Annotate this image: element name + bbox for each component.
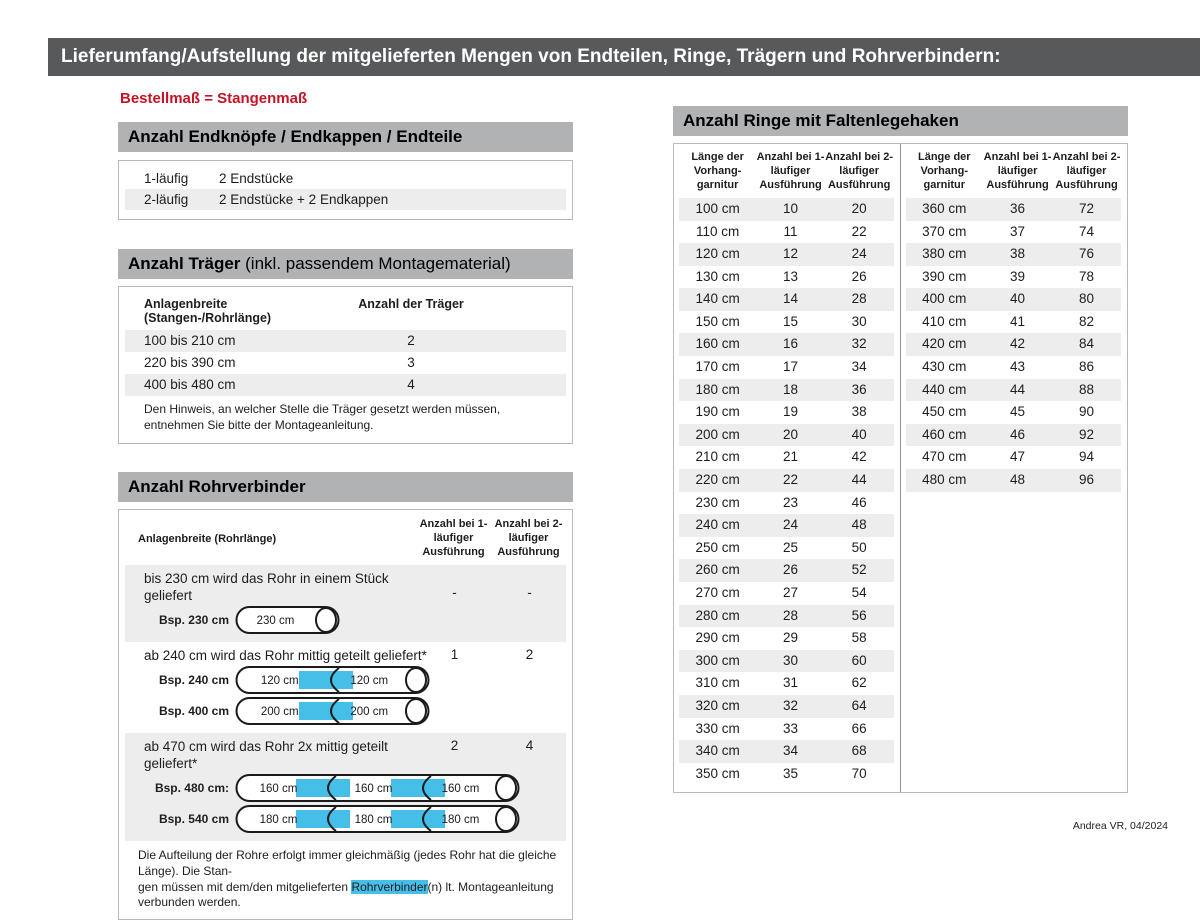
ring-table-row (679, 718, 894, 741)
ring-cell-1-laeufig: 28 (783, 607, 799, 623)
ring-table-row (679, 311, 894, 334)
ring-table-row (906, 311, 1122, 334)
ring-table-row (679, 537, 894, 560)
page-title: Lieferumfang/Aufstellung der mitgelieferten Mengen von Endteilen, Ringe, Trägern und Rohrverbindern: (61, 46, 1001, 67)
ring-table-row (679, 379, 894, 402)
column-header-2-laeufig: Anzahl bei 2-läufiger Ausführung (494, 518, 563, 558)
ring-cell-2-laeufig: 78 (1078, 268, 1095, 284)
rohrverbinder-footnote (125, 841, 566, 912)
endteile-row-value: 2 Endstücke + 2 Endkappen (219, 192, 389, 207)
ring-table-row (679, 243, 894, 266)
ring-cell-1-laeufig: 44 (1010, 381, 1026, 397)
rod-diagram (235, 665, 430, 695)
ring-cell-length: 290 cm (695, 630, 740, 646)
ring-cell-1-laeufig: 19 (783, 404, 799, 420)
ring-cell-length: 310 cm (695, 675, 740, 691)
ring-table-row (679, 492, 894, 515)
endteile-row-label: 1-läufig (144, 171, 189, 186)
ring-cell-length: 240 cm (695, 517, 740, 533)
ring-table-row (906, 198, 1122, 221)
ring-cell-2-laeufig: 50 (851, 539, 867, 555)
ring-cell-length: 320 cm (695, 697, 740, 713)
ringe-table-box (673, 143, 1128, 793)
left-column (118, 88, 573, 920)
ring-cell-2-laeufig: 90 (1078, 404, 1095, 420)
traeger-count: 2 (407, 333, 415, 348)
ring-cell-1-laeufig: 37 (1010, 223, 1026, 239)
ring-cell-length: 280 cm (695, 607, 740, 623)
ring-cell-2-laeufig: 96 (1078, 472, 1095, 488)
ring-cell-2-laeufig: 86 (1078, 359, 1095, 375)
ring-cell-length: 110 cm (695, 223, 740, 239)
column-header-2-laeufig: Anzahl bei 2-läufiger Ausführung (825, 151, 894, 191)
column-header-laenge: Länge der Vorhang-garnitur (691, 151, 744, 191)
section-header-endteile-label: Anzahl Endknöpfe / Endkappen / Endteile (128, 127, 463, 146)
rod-example-label: Bsp. 480 cm: (154, 781, 229, 796)
ringe-table-head (906, 151, 1122, 193)
ring-cell-2-laeufig: 46 (851, 494, 867, 510)
ring-cell-2-laeufig: 52 (851, 562, 867, 578)
ring-cell-length: 120 cm (695, 246, 740, 262)
ring-cell-2-laeufig: 48 (851, 517, 867, 533)
ring-cell-length: 130 cm (695, 268, 740, 284)
ringe-table-left (674, 144, 901, 792)
rod-segment-label: 230 cm (256, 615, 295, 628)
rohrverbinder-row-text: ab 470 cm wird das Rohr 2x mittig geteilt geliefert* (144, 739, 388, 772)
traeger-range: 100 bis 210 cm (144, 333, 236, 348)
ring-table-row (906, 379, 1122, 402)
ring-cell-2-laeufig: 62 (851, 675, 867, 691)
ring-cell-length: 470 cm (922, 449, 967, 465)
rod-segment-label: 200 cm (350, 706, 389, 719)
rod-diagram (235, 605, 340, 635)
ring-cell-2-laeufig: 38 (851, 404, 867, 420)
ring-cell-2-laeufig: 82 (1078, 313, 1095, 329)
ringe-rows-left (679, 198, 894, 785)
section-header-rohrverbinder-label: Anzahl Rohrverbinder (128, 477, 306, 497)
rod-segment-label: 180 cm (354, 814, 393, 827)
ring-cell-1-laeufig: 34 (783, 743, 799, 759)
ring-cell-2-laeufig: 32 (851, 336, 867, 352)
rod-line (125, 696, 566, 726)
ring-cell-1-laeufig: 26 (783, 562, 799, 578)
ring-cell-2-laeufig: 42 (851, 449, 867, 465)
rod-connector (391, 810, 445, 828)
ring-cell-2-laeufig: 84 (1078, 336, 1095, 352)
ring-cell-length: 480 cm (922, 472, 967, 488)
ring-table-row (679, 559, 894, 582)
rod-segment-label: 180 cm (259, 814, 298, 827)
section-header-rohrverbinder (118, 472, 573, 502)
ringe-table-right (901, 144, 1128, 792)
ring-cell-2-laeufig: 34 (851, 359, 867, 375)
column-header-anzahl-traeger: Anzahl der Träger (358, 297, 464, 311)
ring-cell-2-laeufig: 30 (851, 313, 867, 329)
section-header-ringe-label: Anzahl Ringe mit Faltenlegehaken (683, 111, 959, 130)
ring-table-row (906, 288, 1122, 311)
ring-table-row (906, 469, 1122, 492)
ring-table-row (679, 198, 894, 221)
ring-table-row (906, 333, 1122, 356)
traeger-table (118, 286, 573, 444)
value-1-laeufig: - (452, 585, 457, 601)
ring-cell-length: 140 cm (695, 291, 740, 307)
footnote-line2-pre: gen müssen mit dem/den mitgelieferten (138, 879, 352, 894)
table-row (125, 168, 566, 189)
section-header-endteile (118, 122, 573, 152)
rod-segment-label: 160 cm (354, 783, 393, 796)
rod-line (125, 665, 566, 695)
ring-table-row (906, 446, 1122, 469)
ring-cell-2-laeufig: 94 (1078, 449, 1095, 465)
ring-cell-2-laeufig: 24 (851, 246, 867, 262)
ring-cell-2-laeufig: 70 (851, 765, 867, 781)
ring-cell-length: 430 cm (922, 359, 967, 375)
section-header-traeger-rest: (inkl. passendem Montagematerial) (240, 254, 511, 273)
ring-cell-1-laeufig: 43 (1010, 359, 1026, 375)
ring-cell-2-laeufig: 74 (1078, 223, 1095, 239)
table-row (125, 189, 566, 210)
ring-cell-length: 100 cm (695, 200, 740, 216)
rohrverbinder-table (118, 509, 573, 920)
endteile-row-value: 2 Endstücke (219, 171, 294, 186)
ring-cell-1-laeufig: 48 (1010, 472, 1026, 488)
ring-cell-1-laeufig: 42 (1010, 336, 1026, 352)
ring-table-row (679, 469, 894, 492)
ring-cell-2-laeufig: 58 (851, 630, 867, 646)
page-title-bar (48, 38, 1200, 76)
section-header-ringe (673, 106, 1128, 136)
ring-cell-1-laeufig: 40 (1010, 291, 1026, 307)
ring-cell-length: 340 cm (695, 743, 740, 759)
ring-table-row (679, 288, 894, 311)
value-2-laeufig: 4 (525, 738, 534, 754)
ring-cell-2-laeufig: 60 (851, 652, 867, 668)
section-header-traeger (118, 249, 573, 279)
ring-cell-length: 370 cm (922, 223, 967, 239)
column-header-anlagenbreite: Anlagenbreite (Stangen-/Rohrlänge) (144, 297, 272, 325)
ring-cell-2-laeufig: 72 (1078, 200, 1095, 216)
rod-line (125, 773, 566, 803)
ring-table-row (679, 582, 894, 605)
ring-cell-2-laeufig: 92 (1078, 426, 1095, 442)
ring-cell-length: 180 cm (695, 381, 740, 397)
ring-cell-length: 270 cm (695, 585, 740, 600)
ring-cell-2-laeufig: 26 (851, 268, 867, 284)
ring-cell-length: 440 cm (922, 381, 967, 397)
ring-cell-length: 250 cm (695, 539, 740, 555)
ring-cell-length: 380 cm (922, 246, 967, 262)
value-1-laeufig: 2 (450, 738, 459, 754)
ring-cell-1-laeufig: 11 (783, 223, 798, 239)
ring-cell-1-laeufig: 47 (1010, 449, 1026, 465)
ring-cell-2-laeufig: 40 (851, 426, 867, 442)
ring-cell-1-laeufig: 21 (783, 449, 799, 465)
ring-table-row (679, 740, 894, 763)
rohrverbinder-row-text: ab 240 cm wird das Rohr mittig geteilt geliefert* (144, 648, 427, 664)
ring-table-row (679, 446, 894, 469)
ring-cell-length: 400 cm (922, 291, 967, 307)
rohrverbinder-row (125, 642, 566, 733)
ring-cell-1-laeufig: 33 (783, 720, 799, 736)
ring-cell-1-laeufig: 41 (1010, 313, 1026, 329)
document-footer: Andrea VR, 04/2024 (1072, 820, 1168, 832)
rod-connector (296, 810, 350, 828)
traeger-count: 3 (407, 355, 415, 370)
footnote-line1: Die Aufteilung der Rohre erfolgt immer gleichmäßig (jedes Rohr hat die gleiche Länge). Die Stan- (138, 848, 557, 879)
ring-cell-length: 220 cm (695, 472, 740, 488)
ring-table-row (679, 401, 894, 424)
rohrverbinder-table-head (125, 514, 566, 565)
column-header-1-laeufig: Anzahl bei 1-läufiger Ausführung (756, 151, 825, 191)
ring-cell-1-laeufig: 38 (1010, 246, 1026, 262)
column-header-2-laeufig: Anzahl bei 2-läufiger Ausführung (1052, 151, 1121, 191)
ring-cell-2-laeufig: 76 (1078, 246, 1095, 262)
ringe-rows-right (906, 198, 1122, 492)
ring-cell-1-laeufig: 10 (783, 200, 799, 216)
footnote-highlight: Rohrverbinder (351, 879, 428, 894)
rod-segment-label: 180 cm (441, 814, 480, 827)
endteile-row-label: 2-läufig (144, 192, 189, 207)
ring-table-row (679, 514, 894, 537)
ring-cell-2-laeufig: 20 (851, 200, 867, 216)
ring-cell-length: 190 cm (695, 404, 740, 420)
ring-cell-1-laeufig: 35 (783, 765, 799, 781)
ring-table-row (679, 333, 894, 356)
value-2-laeufig: 2 (525, 647, 534, 663)
ring-cell-length: 260 cm (695, 562, 740, 578)
rod-diagrams (125, 773, 566, 834)
ring-cell-length: 300 cm (695, 652, 740, 668)
ring-cell-length: 360 cm (922, 200, 967, 216)
ring-cell-length: 160 cm (695, 336, 740, 352)
ring-cell-1-laeufig: 36 (1010, 200, 1026, 216)
ring-table-row (906, 221, 1122, 244)
ring-table-row (679, 266, 894, 289)
section-header-traeger-bold: Anzahl Träger (128, 254, 241, 273)
ring-cell-1-laeufig: 16 (783, 336, 799, 352)
traeger-range: 220 bis 390 cm (144, 355, 236, 370)
ring-cell-1-laeufig: 32 (783, 697, 799, 713)
subtitle-bestellmass: Bestellmaß = Stangenmaß (120, 90, 308, 107)
ring-cell-1-laeufig: 18 (783, 381, 799, 397)
right-column (673, 106, 1128, 793)
ring-cell-2-laeufig: 36 (851, 381, 867, 397)
rod-segment-label: 160 cm (441, 783, 480, 796)
rod-line (125, 804, 566, 834)
rod-connector (299, 671, 353, 689)
rod-segment-label: 160 cm (259, 783, 298, 796)
rod-diagram (235, 696, 430, 726)
ring-cell-1-laeufig: 45 (1010, 404, 1026, 420)
table-row (125, 352, 566, 374)
column-header-1-laeufig: Anzahl bei 1-läufiger Ausführung (983, 151, 1052, 191)
ring-cell-1-laeufig: 13 (783, 268, 799, 284)
ring-cell-2-laeufig: 80 (1078, 291, 1095, 307)
ring-cell-2-laeufig: 66 (851, 720, 867, 736)
ring-cell-1-laeufig: 46 (1010, 426, 1026, 442)
ring-cell-length: 410 cm (922, 313, 967, 329)
rod-connector (391, 779, 445, 797)
ringe-table-head (679, 151, 894, 193)
ring-cell-2-laeufig: 64 (851, 697, 867, 713)
ring-table-row (679, 356, 894, 379)
rod-diagrams (125, 605, 566, 635)
rod-diagram (235, 804, 520, 834)
ring-table-row (679, 650, 894, 673)
ring-table-row (906, 424, 1122, 447)
ring-cell-1-laeufig: 15 (783, 313, 799, 329)
column-header-1-laeufig: Anzahl bei 1-läufiger Ausführung (419, 518, 488, 558)
table-row (125, 374, 566, 396)
column-header-anlagenbreite: Anlagenbreite (Rohrlänge) (138, 532, 277, 545)
traeger-count: 4 (407, 377, 415, 392)
footnote-line2-post: (n) lt. Montageanleitung verbunden werden. (138, 879, 554, 910)
traeger-table-head (125, 291, 566, 330)
ring-cell-1-laeufig: 14 (783, 291, 799, 307)
rod-line (125, 605, 566, 635)
ring-cell-length: 450 cm (922, 404, 967, 420)
ring-cell-length: 210 cm (695, 449, 740, 465)
ring-table-row (679, 424, 894, 447)
endteile-table (118, 160, 573, 220)
ring-cell-2-laeufig: 68 (851, 743, 867, 759)
ring-cell-length: 170 cm (695, 359, 740, 375)
rod-segment-label: 200 cm (260, 706, 299, 719)
ring-cell-length: 330 cm (695, 720, 740, 736)
ring-cell-1-laeufig: 24 (783, 517, 799, 533)
ring-cell-length: 230 cm (695, 494, 740, 510)
rod-example-label: Bsp. 540 cm (158, 812, 229, 827)
rod-segment-label: 120 cm (350, 675, 389, 688)
traeger-note: Den Hinweis, an welcher Stelle die Träger gesetzt werden müssen, entnehmen Sie bitte der Montageanleitung. (144, 402, 501, 432)
ring-cell-1-laeufig: 20 (783, 426, 799, 442)
ring-table-row (906, 356, 1122, 379)
rod-connector (299, 702, 353, 720)
ring-table-row (679, 605, 894, 628)
ring-cell-length: 200 cm (695, 426, 740, 442)
ring-cell-2-laeufig: 44 (851, 472, 867, 488)
rod-example-label: Bsp. 400 cm (158, 704, 229, 719)
table-row (125, 330, 566, 352)
ring-cell-2-laeufig: 56 (851, 607, 867, 623)
ring-cell-length: 150 cm (695, 313, 740, 329)
ring-cell-length: 390 cm (922, 268, 967, 284)
ring-cell-1-laeufig: 27 (783, 585, 799, 600)
value-1-laeufig: 1 (450, 647, 459, 663)
value-2-laeufig: - (527, 585, 532, 601)
ring-cell-length: 460 cm (922, 426, 967, 442)
ring-table-row (906, 401, 1122, 424)
rohrverbinder-row (125, 565, 566, 642)
rohrverbinder-row-text: bis 230 cm wird das Rohr in einem Stück geliefert (144, 571, 389, 604)
ring-cell-1-laeufig: 39 (1010, 268, 1026, 284)
ring-cell-2-laeufig: 54 (851, 585, 867, 600)
ring-cell-1-laeufig: 25 (783, 539, 799, 555)
rod-example-label: Bsp. 230 cm (158, 613, 229, 628)
rohrverbinder-row (125, 733, 566, 841)
ring-table-row (679, 763, 894, 786)
rod-diagram (235, 773, 520, 803)
ring-cell-length: 350 cm (695, 765, 740, 781)
ring-cell-2-laeufig: 22 (851, 223, 867, 239)
ring-cell-1-laeufig: 17 (783, 359, 799, 375)
ring-cell-2-laeufig: 88 (1078, 381, 1095, 397)
ring-table-row (679, 672, 894, 695)
rod-diagrams (125, 665, 566, 726)
ring-cell-2-laeufig: 28 (851, 291, 867, 307)
rod-example-label: Bsp. 240 cm (158, 673, 229, 688)
rod-connector (296, 779, 350, 797)
ring-cell-length: 420 cm (922, 336, 967, 352)
column-header-laenge: Länge der Vorhang-garnitur (918, 151, 971, 191)
ring-cell-1-laeufig: 30 (783, 652, 799, 668)
ring-cell-1-laeufig: 23 (783, 494, 799, 510)
traeger-range: 400 bis 480 cm (144, 377, 236, 392)
ring-table-row (906, 266, 1122, 289)
ring-cell-1-laeufig: 12 (783, 246, 799, 262)
ring-cell-1-laeufig: 31 (783, 675, 799, 691)
ring-cell-1-laeufig: 29 (783, 630, 799, 646)
ring-table-row (679, 627, 894, 650)
ring-table-row (679, 695, 894, 718)
ring-table-row (679, 221, 894, 244)
rod-segment-label: 120 cm (260, 675, 299, 688)
ring-table-row (906, 243, 1122, 266)
ring-cell-1-laeufig: 22 (783, 472, 799, 488)
footnote-line2 (138, 880, 562, 911)
